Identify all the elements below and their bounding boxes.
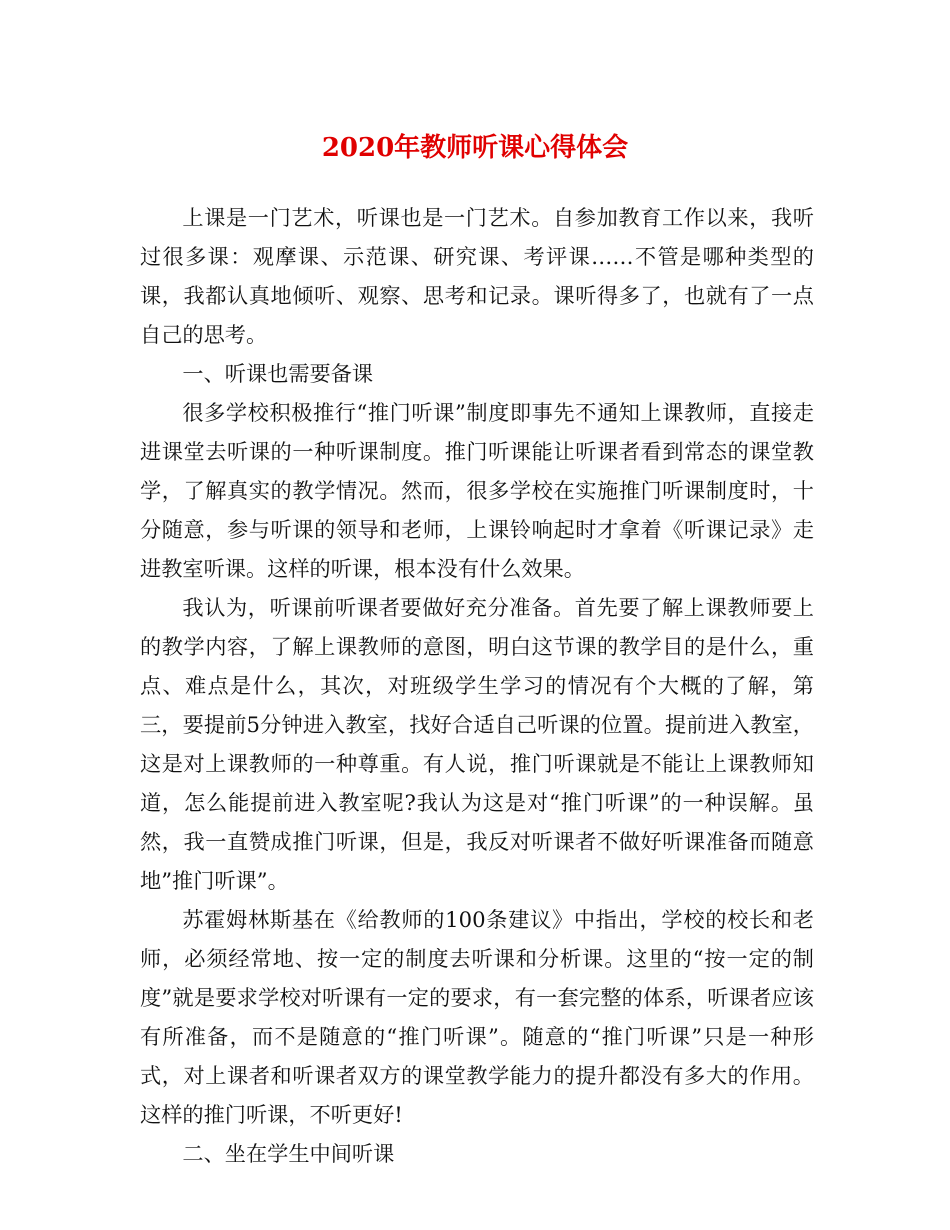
section-heading-1: 一、听课也需要备课 (182, 361, 374, 386)
section-heading-2: 二、坐在学生中间听课 (182, 1141, 395, 1166)
paragraph-sukhomlinsky: 苏霍姆林斯基在《给教师的100条建议》中指出，学校的校长和老师，必须经常地、按一定的制度去听课和分析课。这里的“按一定的制度”就是要求学校对听课有一定的要求，有一套完整的体系，听课者应该有所准备，而不是随意的“推门听课”。随意的“推门听课”只是一种形式，对上课者和听课者双方的课堂教学能力的提升都没有多大的作用。这样的推门听课，不听更好! (140, 907, 814, 1127)
paragraph-intro: 上课是一门艺术，听课也是一门艺术。自参加教育工作以来，我听过很多课：观摩课、示范课、研究课、考评课……不管是哪种类型的课，我都认真地倾听、观察、思考和记录。课听得多了，也就有了一点自己的思考。 (140, 205, 814, 347)
paragraph-push-door: 很多学校积极推行“推门听课”制度即事先不通知上课教师，直接走进课堂去听课的一种听课制度。推门听课能让听课者看到常态的课堂教学，了解真实的教学情况。然而，很多学校在实施推门听课制度时，十分随意，参与听课的领导和老师，上课铃响起时才拿着《听课记录》走进教室听课。这样的听课，根本没有什么效果。 (140, 400, 814, 581)
paragraph-preparation: 我认为，听课前听课者要做好充分准备。首先要了解上课教师要上的教学内容，了解上课教师的意图，明白这节课的教学目的是什么，重点、难点是什么，其次，对班级学生学习的情况有个大概的了解，第三，要提前5分钟进入教室，找好合适自己听课的位置。提前进入教室，这是对上课教师的一种尊重。有人说，推门听课就是不能让上课教师知道，怎么能提前进入教室呢?我认为这是对“推门听课”的一种误解。虽然，我一直赞成推门听课，但是，我反对听课者不做好听课准备而随意地”推门听课”。 (140, 595, 814, 893)
document-title: 2020年教师听课心得体会 (321, 133, 629, 163)
document-body (140, 198, 814, 1173)
